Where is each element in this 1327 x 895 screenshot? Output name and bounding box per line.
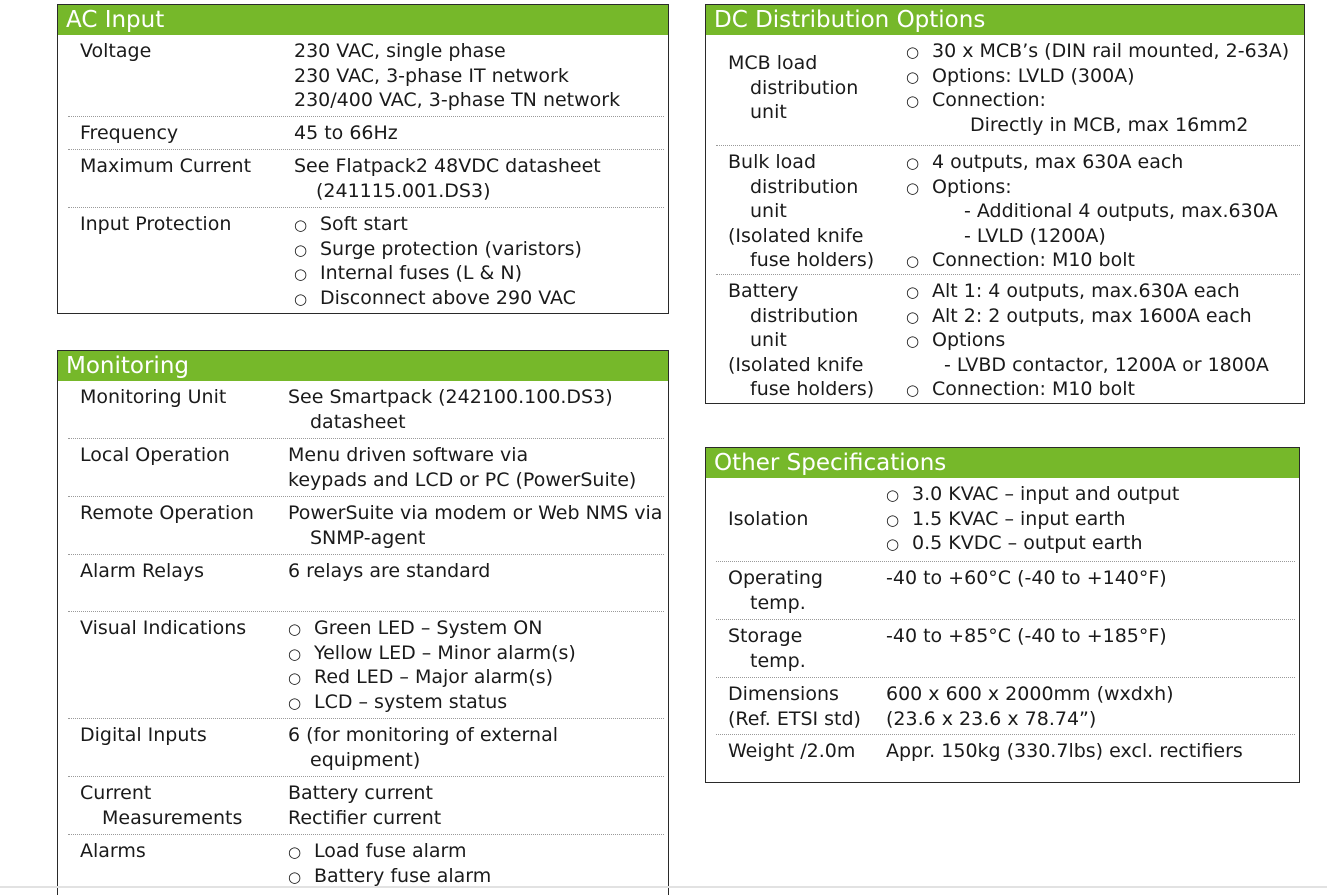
bullet-icon: ○ (906, 252, 920, 270)
list-item: ○ Connection: M10 bolt (906, 248, 1278, 273)
row-value: 6 (for monitoring of external (288, 724, 558, 746)
list-item: Directly in MCB, max 16mm2 (970, 113, 1249, 136)
row-label: distribution (750, 76, 859, 99)
list-item: ○ Soft start (294, 212, 582, 237)
row-label: Digital Inputs (80, 724, 207, 746)
table-row (716, 146, 1300, 275)
row-value: 45 to 66Hz (294, 122, 398, 144)
other-specs-panel (705, 447, 1300, 783)
row-label: Alarms (80, 840, 146, 862)
bullet-icon: ○ (886, 535, 900, 553)
bullet-icon: ○ (294, 289, 308, 308)
list-item: ○ Red LED – Major alarm(s) (288, 665, 576, 690)
bullet-icon: ○ (906, 307, 920, 326)
list-item: ○ Options: (906, 175, 1278, 200)
bullet-icon: ○ (906, 92, 920, 110)
list-item: ○ 0.5 KVDC – output earth (886, 531, 1179, 556)
dc-distribution-title: DC Distribution Options (706, 5, 1304, 35)
row-label: (Ref. ETSI std) (728, 707, 861, 730)
row-label: Monitoring Unit (80, 386, 227, 408)
bullet-icon: ○ (906, 154, 920, 172)
list-item: ○ 1.5 KVAC – input earth (886, 507, 1179, 532)
row-label: Measurements (102, 806, 243, 829)
bullet-icon: ○ (906, 178, 920, 197)
row-label: (Isolated knife (728, 353, 864, 376)
row-value: -40 to +60°C (-40 to +140°F) (886, 567, 1167, 589)
row-value: Appr. 150kg (330.7lbs) excl. rectifiers (886, 740, 1243, 762)
row-label: Isolation (728, 508, 809, 530)
row-value: See Flatpack2 48VDC datasheet (294, 155, 601, 177)
row-label: Remote Operation (80, 502, 254, 524)
row-label: Storage (728, 625, 803, 647)
table-row (716, 735, 1295, 775)
row-value: Battery current (288, 782, 433, 804)
row-value: See Smartpack (242100.100.DS3) (288, 386, 613, 408)
list-item: ○ Alt 2: 2 outputs, max 1600A each (906, 304, 1269, 329)
list-item: ○ Connection: (906, 88, 1289, 113)
row-label: unit (750, 101, 787, 123)
list-item: ○ LCD – system status (288, 690, 576, 715)
monitoring-title: Monitoring (58, 351, 668, 381)
list-item: ○ Options: LVLD (300A) (906, 64, 1289, 89)
list-item: - LVBD contactor, 1200A or 1800A (944, 353, 1269, 376)
bullet-icon: ○ (886, 486, 900, 504)
row-label: Operating (728, 567, 823, 589)
row-label: Alarm Relays (80, 560, 205, 582)
monitoring-panel (57, 350, 669, 895)
table-row (68, 439, 664, 497)
row-value: 230/400 VAC, 3-phase TN network (294, 89, 621, 111)
bullet-icon: ○ (906, 381, 920, 399)
row-label: Maximum Current (80, 155, 252, 177)
row-label: unit (750, 200, 787, 222)
bullet-icon: ○ (886, 510, 900, 529)
row-label: (Isolated knife (728, 224, 864, 247)
row-label: unit (750, 329, 787, 351)
row-label: Current (80, 782, 152, 804)
bullet-icon: ○ (294, 240, 308, 259)
list-item: ○ Disconnect above 290 VAC (294, 286, 582, 311)
other-specs-title: Other Specifications (706, 448, 1299, 478)
dc-distribution-panel (705, 4, 1305, 404)
row-value: (23.6 x 23.6 x 78.74”) (886, 707, 1097, 730)
row-label: Local Operation (80, 444, 230, 466)
table-row (716, 478, 1295, 562)
table-row (716, 620, 1295, 678)
row-label: distribution (750, 175, 859, 198)
row-value: 600 x 600 x 2000mm (wxdxh) (886, 683, 1174, 705)
list-item: ○ Internal fuses (L & N) (294, 261, 582, 286)
bullet-icon: ○ (288, 669, 302, 687)
bullet-icon: ○ (288, 843, 302, 861)
table-row (68, 719, 664, 777)
list-item: ○ 3.0 KVAC – input and output (886, 482, 1179, 507)
bullet-icon: ○ (906, 332, 920, 350)
row-value: 6 relays are standard (288, 560, 491, 582)
ac-input-panel (57, 4, 669, 314)
table-row (716, 275, 1300, 403)
bullet-icon: ○ (906, 43, 920, 61)
table-row (68, 555, 664, 612)
row-value: PowerSuite via modem or Web NMS via (288, 502, 663, 524)
row-label: distribution (750, 304, 859, 327)
row-value: equipment) (310, 748, 421, 771)
row-label: Frequency (80, 122, 179, 144)
row-label: MCB load (728, 52, 818, 74)
row-value: -40 to +85°C (-40 to +185°F) (886, 625, 1167, 647)
row-value: datasheet (310, 410, 406, 433)
list-item: ○ 30 x MCB’s (DIN rail mounted, 2-63A) (906, 39, 1289, 64)
row-label: Visual Indications (80, 617, 247, 639)
row-label: Dimensions (728, 683, 839, 705)
bullet-icon: ○ (288, 620, 302, 638)
row-value: 230 VAC, single phase (294, 40, 506, 62)
row-label: temp. (750, 649, 806, 672)
list-item: ○ Connection: M10 bolt (906, 377, 1269, 402)
row-label: fuse holders) (750, 378, 875, 400)
row-value: Menu driven software via (288, 444, 529, 466)
table-row (68, 117, 664, 150)
list-item: ○ Alt 1: 4 outputs, max.630A each (906, 279, 1269, 304)
row-label: Voltage (80, 40, 152, 62)
table-row (68, 381, 664, 439)
table-row (68, 150, 664, 208)
ac-input-title: AC Input (58, 5, 668, 35)
table-row (716, 562, 1295, 620)
row-value: Rectifier current (288, 806, 442, 829)
row-value: 230 VAC, 3-phase IT network (294, 64, 569, 87)
list-item: - Additional 4 outputs, max.630A (964, 200, 1278, 222)
row-label: temp. (750, 591, 806, 614)
row-label: Input Protection (80, 213, 232, 235)
row-value: (241115.001.DS3) (316, 179, 491, 202)
table-row (716, 35, 1300, 146)
bullet-icon: ○ (906, 283, 920, 301)
table-row (68, 35, 664, 117)
row-value: SNMP-agent (310, 526, 426, 549)
list-item: ○ Green LED – System ON (288, 616, 576, 641)
list-item: ○ Options (906, 328, 1269, 353)
list-item: ○ Battery fuse alarm (288, 864, 491, 889)
table-row (68, 497, 664, 555)
row-label: Weight /2.0m (728, 740, 856, 762)
row-label: Battery (728, 280, 799, 302)
row-label: Bulk load (728, 151, 817, 173)
row-value: keypads and LCD or PC (PowerSuite) (288, 468, 637, 491)
bullet-icon: ○ (288, 693, 302, 712)
list-item: ○ Surge protection (varistors) (294, 237, 582, 262)
table-row (68, 208, 664, 313)
bullet-icon: ○ (294, 216, 308, 234)
list-item: ○ Yellow LED – Minor alarm(s) (288, 641, 576, 666)
bullet-icon: ○ (288, 644, 302, 663)
list-item: ○ 4 outputs, max 630A each (906, 150, 1278, 175)
bullet-icon: ○ (906, 67, 920, 86)
list-item: ○ Load fuse alarm (288, 839, 491, 864)
bullet-icon: ○ (294, 265, 308, 283)
table-row (68, 612, 664, 719)
table-row (716, 678, 1295, 735)
list-item: - LVLD (1200A) (964, 224, 1106, 247)
table-row (68, 777, 664, 835)
bullet-icon: ○ (288, 867, 302, 886)
row-label: fuse holders) (750, 249, 875, 271)
